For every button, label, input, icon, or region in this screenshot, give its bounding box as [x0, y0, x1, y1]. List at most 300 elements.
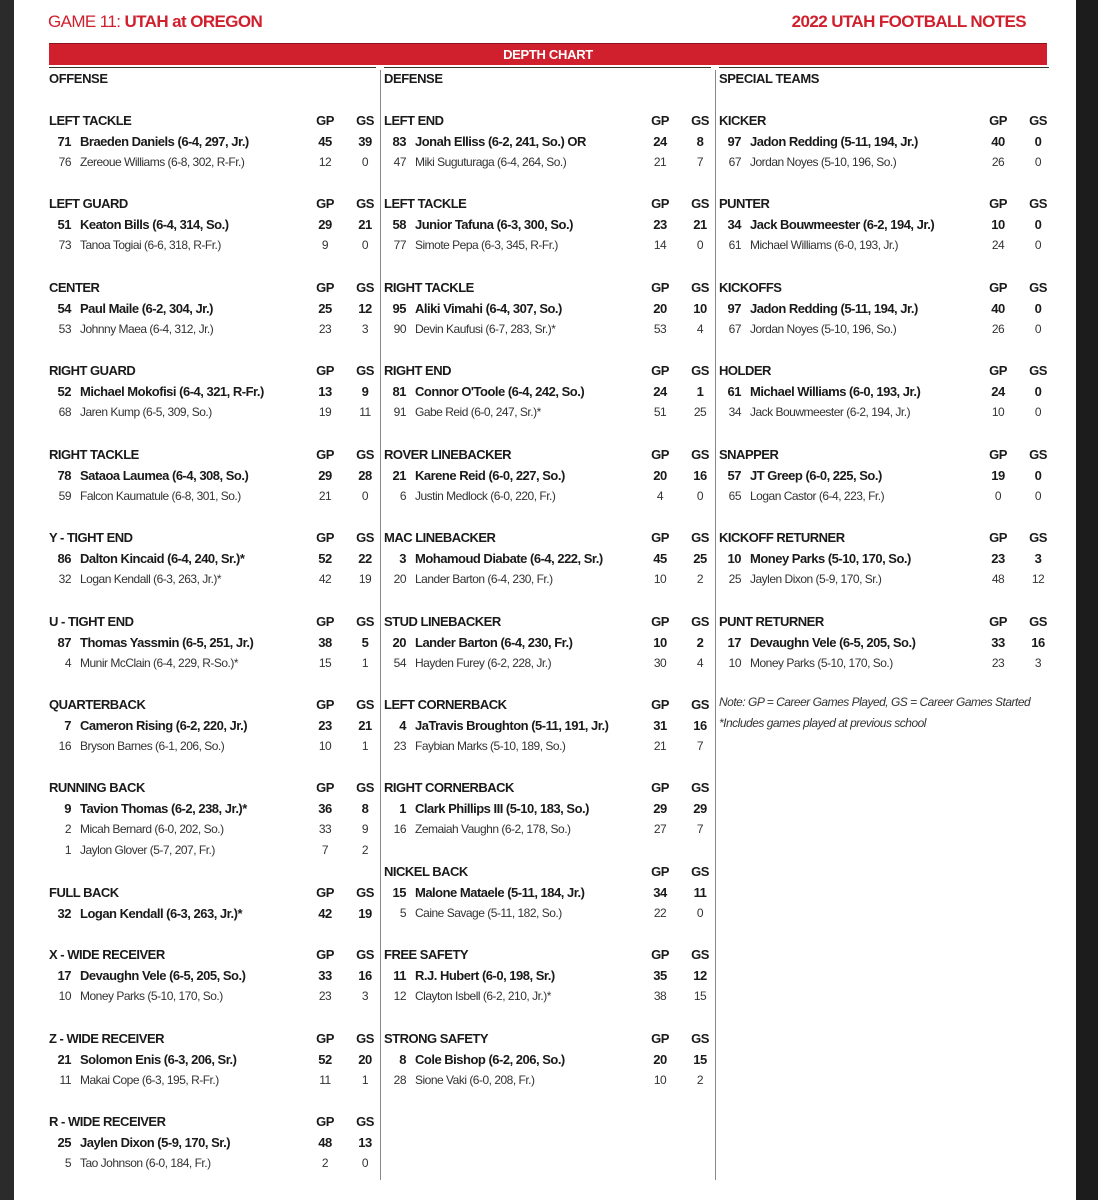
player-info: Jack Bouwmeester (6-2, 194, Jr.): [750, 405, 911, 419]
games-started: 0: [361, 1156, 369, 1170]
starter-row: [719, 299, 1049, 320]
starter-row: [49, 466, 376, 487]
games-started: 9: [361, 822, 369, 836]
player-name: [384, 989, 551, 1003]
games-started: 19: [358, 906, 372, 921]
games-played: 26: [991, 322, 1005, 336]
gs-header: GS: [691, 113, 709, 128]
player-info: Jordan Noyes (5-10, 196, So.): [750, 322, 897, 336]
position-header-row: [384, 695, 711, 716]
games-started: 15: [693, 989, 707, 1003]
player-name: [49, 572, 221, 586]
player-name: [49, 405, 212, 419]
jersey-number: 97: [727, 301, 741, 316]
player-name: [384, 322, 555, 336]
gs-header: GS: [1029, 196, 1047, 211]
jersey-number: 97: [727, 134, 741, 149]
player-info: Sataoa Laumea (6-4, 308, So.): [80, 468, 249, 483]
position-group: [49, 1029, 376, 1092]
games-started: 9: [361, 384, 369, 399]
jersey-number: 10: [728, 656, 741, 670]
backup-row: [49, 987, 376, 1008]
player-info: Devaughn Vele (6-5, 205, So.): [750, 635, 916, 650]
position-header-row: [384, 612, 711, 633]
jersey-number: 32: [57, 906, 71, 921]
games-played: 42: [318, 572, 332, 586]
player-name: [384, 1073, 535, 1087]
player-info: Johnny Maea (6-4, 312, Jr.): [80, 322, 214, 336]
position-header-row: [384, 1029, 711, 1050]
jersey-number: 73: [58, 238, 71, 252]
backup-row: [384, 904, 711, 925]
starter-row: [49, 549, 376, 570]
games-played: 30: [653, 656, 667, 670]
player-name: [719, 384, 920, 399]
position-title: Z - WIDE RECEIVER: [49, 1031, 165, 1046]
position-title: LEFT END: [384, 113, 444, 128]
games-started: 11: [359, 405, 371, 419]
starter-row: [719, 633, 1049, 654]
jersey-number: 11: [393, 968, 406, 983]
position-group: [719, 194, 1049, 257]
player-info: Money Parks (5-10, 170, So.): [750, 551, 911, 566]
games-played: 51: [653, 405, 667, 419]
starter-row: [384, 382, 711, 403]
backup-row: [384, 737, 711, 758]
player-info: Falcon Kaumatule (6-8, 301, So.): [80, 489, 241, 503]
starter-row: [49, 132, 376, 153]
backup-row: [49, 320, 376, 341]
position-title: STUD LINEBACKER: [384, 614, 501, 629]
games-played: 20: [653, 1052, 667, 1067]
player-name: [719, 489, 884, 503]
starter-row: [384, 132, 711, 153]
player-info: Keaton Bills (6-4, 314, So.): [80, 217, 229, 232]
jersey-number: 87: [57, 635, 71, 650]
player-info: Jack Bouwmeester (6-2, 194, Jr.): [750, 217, 935, 232]
backup-row: [719, 654, 1049, 675]
backup-row: [384, 654, 711, 675]
footnote: Note: GP = Career Games Played, GS = Career Games Started: [719, 695, 1031, 709]
position-title: LEFT CORNERBACK: [384, 697, 507, 712]
games-started: 20: [358, 1052, 372, 1067]
player-name: [384, 739, 565, 753]
games-played: 25: [318, 301, 332, 316]
player-name: [384, 384, 584, 399]
games-played: 10: [653, 572, 667, 586]
gs-header: GS: [356, 280, 374, 295]
games-started: 0: [696, 238, 704, 252]
games-played: 33: [318, 822, 332, 836]
backup-row: [719, 570, 1049, 591]
player-info: Gabe Reid (6-0, 247, Sr.)*: [415, 405, 541, 419]
gs-header: GS: [1029, 530, 1047, 545]
player-info: Michael Williams (6-0, 193, Jr.): [750, 238, 899, 252]
player-info: Junior Tafuna (6-3, 300, So.): [415, 217, 573, 232]
games-played: 22: [653, 906, 667, 920]
games-started: 21: [358, 718, 372, 733]
gs-header: GS: [356, 1114, 374, 1129]
player-info: Money Parks (5-10, 170, So.): [80, 989, 223, 1003]
gs-header: GS: [691, 363, 709, 378]
jersey-number: 25: [57, 1135, 71, 1150]
position-group: [384, 278, 711, 341]
game-prefix: GAME 11:: [48, 12, 121, 31]
games-played: 33: [318, 968, 332, 983]
games-played: 48: [991, 572, 1005, 586]
games-started: 19: [358, 572, 372, 586]
position-group: [719, 528, 1049, 591]
games-started: 1: [361, 656, 369, 670]
position-header-row: [719, 528, 1049, 549]
games-played: 52: [318, 1052, 332, 1067]
games-started: 0: [1034, 322, 1042, 336]
gs-header: GS: [356, 363, 374, 378]
jersey-number: 34: [727, 217, 741, 232]
player-info: Tao Johnson (6-0, 184, Fr.): [80, 1156, 211, 1170]
games-started: 8: [361, 801, 369, 816]
player-info: Devin Kaufusi (6-7, 283, Sr.)*: [415, 322, 556, 336]
gs-header: GS: [691, 864, 709, 879]
position-group: [384, 612, 711, 675]
games-started: 2: [696, 635, 704, 650]
position-header-row: [384, 445, 711, 466]
starter-row: [384, 883, 711, 904]
games-played: 40: [991, 301, 1005, 316]
games-started: 16: [693, 718, 707, 733]
backup-row: [384, 320, 711, 341]
gs-header: GS: [691, 697, 709, 712]
position-title: FULL BACK: [49, 885, 119, 900]
position-header-row: [719, 445, 1049, 466]
player-info: Sione Vaki (6-0, 208, Fr.): [415, 1073, 535, 1087]
jersey-number: 81: [392, 384, 406, 399]
gs-header: GS: [356, 1031, 374, 1046]
games-played: 4: [656, 489, 664, 503]
gp-header: GP: [651, 196, 669, 211]
backup-row: [49, 570, 376, 591]
games-played: 9: [321, 238, 329, 252]
gp-header: GP: [316, 196, 334, 211]
player-name: [49, 906, 242, 921]
position-group: [49, 528, 376, 591]
gp-header: GP: [651, 1031, 669, 1046]
position-header-row: [384, 278, 711, 299]
games-started: 0: [1034, 384, 1042, 399]
games-played: 11: [319, 1073, 331, 1087]
games-played: 23: [318, 718, 332, 733]
player-name: [384, 1052, 565, 1067]
games-started: 0: [1034, 405, 1042, 419]
jersey-number: 17: [57, 968, 71, 983]
jersey-number: 20: [392, 635, 406, 650]
player-info: Zemaiah Vaughn (6-2, 178, So.): [415, 822, 571, 836]
starter-row: [719, 215, 1049, 236]
games-started: 8: [696, 134, 704, 149]
backup-row: [49, 654, 376, 675]
column-divider: [715, 70, 716, 1180]
jersey-number: 51: [57, 217, 71, 232]
position-group: [49, 361, 376, 424]
games-played: 24: [991, 384, 1005, 399]
games-started: 16: [358, 968, 372, 983]
games-started: 7: [696, 739, 704, 753]
gs-header: GS: [1029, 113, 1047, 128]
player-info: Jaylen Dixon (5-9, 170, Sr.): [750, 572, 882, 586]
games-played: 23: [991, 551, 1005, 566]
games-played: 24: [653, 134, 667, 149]
player-info: Justin Medlock (6-0, 220, Fr.): [415, 489, 556, 503]
player-name: [719, 405, 910, 419]
column-divider: [380, 70, 381, 1180]
games-started: 22: [358, 551, 372, 566]
position-header-row: [384, 778, 711, 799]
gp-header: GP: [651, 280, 669, 295]
position-title: SNAPPER: [719, 447, 779, 462]
jersey-number: 20: [393, 572, 406, 586]
gs-header: GS: [691, 780, 709, 795]
games-started: 21: [358, 217, 372, 232]
position-group: [49, 778, 376, 862]
backup-row: [384, 403, 711, 424]
position-group: [384, 445, 711, 508]
player-name: [719, 134, 918, 149]
starter-row: [49, 966, 376, 987]
jersey-number: 5: [64, 1156, 71, 1170]
starter-row: [384, 1050, 711, 1071]
games-started: 3: [1034, 551, 1042, 566]
jersey-number: 7: [64, 718, 71, 733]
player-name: [49, 238, 221, 252]
page-header: [48, 8, 1026, 34]
games-started: 5: [361, 635, 369, 650]
backup-row: [384, 1071, 711, 1092]
games-played: 45: [318, 134, 332, 149]
gp-header: GP: [316, 363, 334, 378]
games-started: 2: [361, 843, 369, 857]
games-played: 48: [318, 1135, 332, 1150]
defense-heading: DEFENSE: [384, 67, 711, 91]
games-played: 21: [653, 155, 667, 169]
games-played: 12: [318, 155, 332, 169]
gp-header: GP: [651, 947, 669, 962]
starter-row: [49, 1050, 376, 1071]
games-played: 29: [318, 217, 332, 232]
player-name: [719, 551, 911, 566]
backup-row: [719, 236, 1049, 257]
position-group: [49, 445, 376, 508]
position-header-row: [49, 695, 376, 716]
backup-row: [384, 570, 711, 591]
gp-header: GP: [316, 947, 334, 962]
gp-header: GP: [316, 1114, 334, 1129]
jersey-number: 61: [727, 384, 741, 399]
jersey-number: 12: [393, 989, 406, 1003]
position-title: RIGHT TACKLE: [384, 280, 474, 295]
position-header-row: [719, 194, 1049, 215]
player-name: [384, 906, 562, 920]
player-info: Micah Bernard (6-0, 202, So.): [80, 822, 224, 836]
starter-row: [719, 132, 1049, 153]
position-title: MAC LINEBACKER: [384, 530, 496, 545]
gp-header: GP: [651, 864, 669, 879]
jersey-number: 17: [727, 635, 741, 650]
position-header-row: [49, 612, 376, 633]
games-started: 12: [1031, 572, 1045, 586]
games-played: 21: [318, 489, 332, 503]
jersey-number: 11: [59, 1073, 71, 1087]
depth-chart-banner: DEPTH CHART: [49, 43, 1047, 65]
position-group: [719, 278, 1049, 341]
starter-row: [49, 633, 376, 654]
games-played: 53: [653, 322, 667, 336]
position-title: HOLDER: [719, 363, 771, 378]
position-title: RUNNING BACK: [49, 780, 145, 795]
starter-row: [49, 299, 376, 320]
games-started: 12: [693, 968, 707, 983]
gs-header: GS: [691, 530, 709, 545]
games-played: 35: [653, 968, 667, 983]
player-name: [384, 801, 589, 816]
gp-header: GP: [651, 614, 669, 629]
backup-row: [49, 487, 376, 508]
position-header-row: [384, 945, 711, 966]
jersey-number: 1: [399, 801, 406, 816]
games-played: 10: [653, 1073, 667, 1087]
jersey-number: 16: [393, 822, 406, 836]
backup-row: [49, 1154, 376, 1175]
position-header-row: [384, 361, 711, 382]
position-header-row: [719, 361, 1049, 382]
player-name: [49, 718, 247, 733]
games-started: 0: [1034, 134, 1042, 149]
starter-row: [49, 215, 376, 236]
jersey-number: 91: [393, 405, 406, 419]
player-name: [719, 155, 896, 169]
player-info: Jordan Noyes (5-10, 196, So.): [750, 155, 897, 169]
gs-header: GS: [356, 780, 374, 795]
gp-header: GP: [651, 697, 669, 712]
games-played: 23: [653, 217, 667, 232]
starter-row: [384, 966, 711, 987]
position-header-row: [49, 945, 376, 966]
player-name: [49, 1135, 230, 1150]
position-group: [384, 778, 711, 841]
gp-header: GP: [316, 447, 334, 462]
games-played: 23: [318, 989, 332, 1003]
player-info: Simote Pepa (6-3, 345, R-Fr.): [415, 238, 558, 252]
player-name: [49, 384, 264, 399]
gs-header: GS: [1029, 280, 1047, 295]
player-name: [384, 301, 562, 316]
player-name: [49, 801, 247, 816]
gs-header: GS: [691, 447, 709, 462]
jersey-number: 2: [64, 822, 71, 836]
starter-row: [384, 299, 711, 320]
position-header-row: [49, 528, 376, 549]
gs-header: GS: [1029, 363, 1047, 378]
right-edge: [1076, 0, 1098, 1200]
jersey-number: 67: [728, 155, 741, 169]
position-title: STRONG SAFETY: [384, 1031, 489, 1046]
jersey-number: 52: [57, 384, 71, 399]
gp-header: GP: [989, 280, 1007, 295]
player-name: [719, 656, 893, 670]
jersey-number: 15: [392, 885, 406, 900]
player-name: [49, 1052, 237, 1067]
games-played: 2: [321, 1156, 329, 1170]
games-started: 29: [693, 801, 707, 816]
jersey-number: 47: [393, 155, 406, 169]
player-info: Miki Suguturaga (6-4, 264, So.): [415, 155, 567, 169]
jersey-number: 86: [57, 551, 71, 566]
jersey-number: 83: [392, 134, 406, 149]
player-info: Zereoue Williams (6-8, 302, R-Fr.): [80, 155, 245, 169]
games-started: 12: [358, 301, 372, 316]
position-title: PUNTER: [719, 196, 770, 211]
games-started: 2: [696, 572, 704, 586]
position-title: Y - TIGHT END: [49, 530, 133, 545]
jersey-number: 34: [728, 405, 741, 419]
player-info: Thomas Yassmin (6-5, 251, Jr.): [80, 635, 254, 650]
games-started: 3: [1034, 656, 1042, 670]
gp-header: GP: [989, 196, 1007, 211]
player-info: Karene Reid (6-0, 227, So.): [415, 468, 565, 483]
gp-header: GP: [989, 363, 1007, 378]
games-started: 3: [361, 322, 369, 336]
games-played: 23: [318, 322, 332, 336]
player-info: Paul Maile (6-2, 304, Jr.): [80, 301, 213, 316]
player-info: Tavion Thomas (6-2, 238, Jr.)*: [80, 801, 247, 816]
games-started: 0: [1034, 155, 1042, 169]
starter-row: [49, 904, 376, 925]
backup-row: [49, 737, 376, 758]
games-played: 10: [653, 635, 667, 650]
position-title: LEFT TACKLE: [49, 113, 132, 128]
games-played: 19: [318, 405, 332, 419]
special-teams-heading: SPECIAL TEAMS: [719, 67, 1049, 91]
player-info: Jaylen Dixon (5-9, 170, Sr.): [80, 1135, 231, 1150]
backup-row: [719, 320, 1049, 341]
backup-row: [719, 403, 1049, 424]
jersey-number: 53: [58, 322, 71, 336]
starter-row: [384, 549, 711, 570]
player-info: Lander Barton (6-4, 230, Fr.): [415, 635, 573, 650]
jersey-number: 3: [399, 551, 406, 566]
gs-header: GS: [1029, 614, 1047, 629]
player-info: Logan Castor (6-4, 223, Fr.): [750, 489, 885, 503]
game-matchup: UTAH at OREGON: [124, 12, 263, 31]
position-group: [384, 695, 711, 758]
position-title: ROVER LINEBACKER: [384, 447, 512, 462]
player-name: [384, 217, 573, 232]
player-name: [719, 572, 881, 586]
games-played: 24: [991, 238, 1005, 252]
gp-header: GP: [316, 530, 334, 545]
games-played: 23: [991, 656, 1005, 670]
position-group: [49, 111, 376, 174]
gs-header: GS: [356, 530, 374, 545]
gp-header: GP: [316, 614, 334, 629]
position-header-row: [384, 862, 711, 883]
notes-title: 2022 UTAH FOOTBALL NOTES: [791, 12, 1026, 31]
games-started: 16: [693, 468, 707, 483]
games-started: 0: [1034, 217, 1042, 232]
backup-row: [384, 487, 711, 508]
player-name: [384, 134, 586, 149]
jersey-number: 32: [58, 572, 71, 586]
offense-heading: OFFENSE: [49, 67, 376, 91]
